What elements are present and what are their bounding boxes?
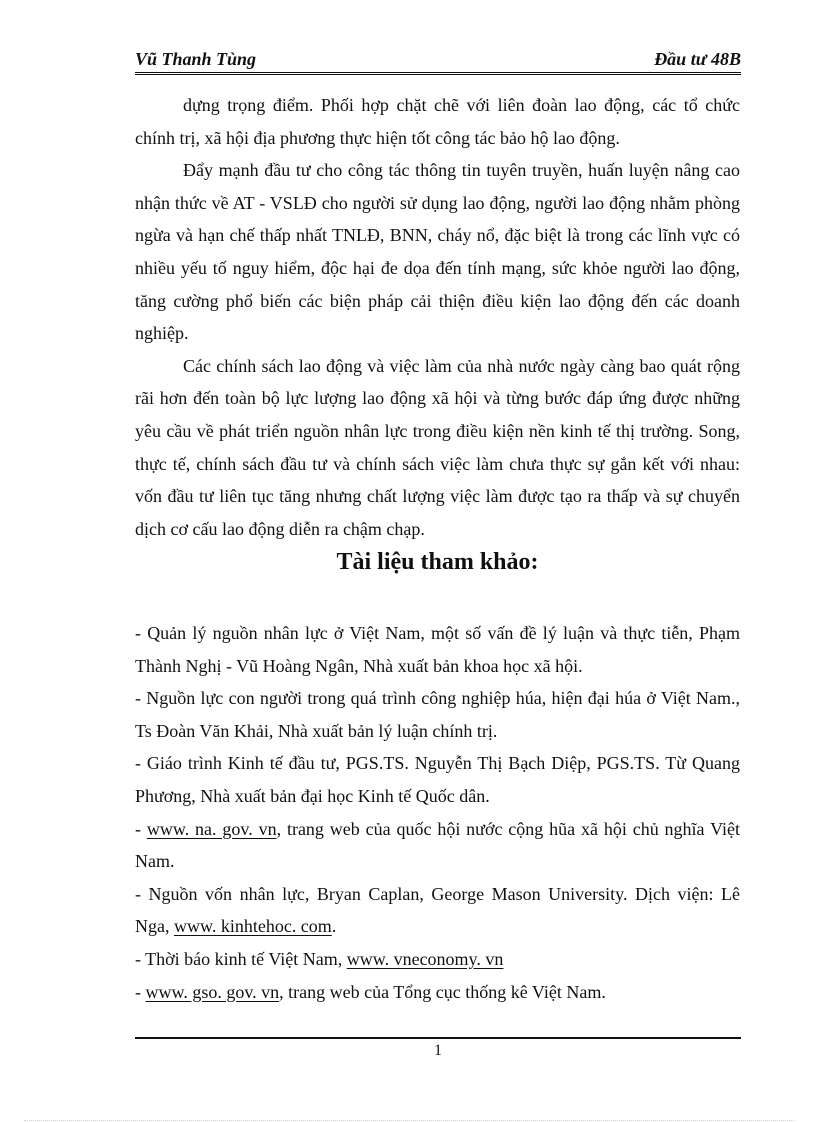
reference-item: - Quản lý nguồn nhân lực ở Việt Nam, một số vấn đề lý luận và thực tiễn, Phạm Thành Nghị - Vũ Hoàng Ngân, Nhà xuất bản khoa học xã hội. [135,623,740,676]
reference-item [135,878,740,943]
paragraph-1: dựng trọng điểm. Phối hợp chặt chẽ với liên đoàn lao động, các tổ chức chính trị, xã hội địa phương thực hiện tốt công tác bảo hộ lao động. [135,95,740,148]
reference-prefix: - [135,981,146,1002]
reference-link-vneconomy[interactable]: www. vneconomy. vn [346,948,504,969]
page-number: 1 [434,1042,442,1059]
reference-prefix: - Thời báo kinh tế Việt Nam, [135,948,347,969]
reference-suffix: . [331,916,337,937]
footer-divider [135,1037,741,1039]
reference-link-kinhtehoc[interactable]: www. kinhtehoc. com [174,916,332,937]
reference-item [135,943,740,976]
page-bottom-dotted-line [24,1120,794,1121]
header-author: Vũ Thanh Tùng [135,49,257,69]
references-list [135,617,740,1008]
reference-item [135,976,740,1009]
reference-prefix: - [135,818,147,839]
reference-prefix: - Nguồn vốn nhân lực, Bryan Caplan, George Mason University. Dịch viện: Lê Nga, [135,883,740,937]
page-header [135,48,741,75]
reference-item [135,813,740,878]
reference-link-gso[interactable]: www. gso. gov. vn [145,981,280,1002]
body-text [135,89,740,545]
reference-item: - Nguồn lực con người trong quá trình công nghiệp húa, hiện đại húa ở Việt Nam., Ts Đoàn Văn Khải, Nhà xuất bản lý luận chính trị. [135,688,740,741]
references-heading: Tài liệu tham khảo: [336,549,539,575]
reference-link-na[interactable]: www. na. gov. vn [146,818,277,839]
reference-suffix: , trang web của Tổng cục thống kê Việt Nam. [279,981,606,1002]
reference-item: - Giáo trình Kinh tế đầu tư, PGS.TS. Nguyễn Thị Bạch Diệp, PGS.TS. Từ Quang Phương, Nhà xuất bản đại học Kinh tế Quốc dân. [135,753,740,806]
paragraph-2: Đẩy mạnh đầu tư cho công tác thông tin tuyên truyền, huấn luyện nâng cao nhận thức về AT - VSLĐ cho người sử dụng lao động, người lao động nhằm phòng ngừa và hạn chế thấp nhất TNLĐ, BNN, cháy nổ, đặc biệt là trong các lĩnh vực có nhiều yếu tố nguy hiểm, độc hại đe dọa đến tính mạng, sức khỏe người lao động, tăng cường phổ biến các biện pháp cải thiện điều kiện lao động đến các doanh nghiệp. [135,160,740,344]
header-course: Đầu tư 48B [654,49,741,69]
reference-suffix: , trang web của quốc hội nước cộng hũa xã hội chủ nghĩa Việt Nam. [135,818,740,872]
paragraph-3: Các chính sách lao động và việc làm của nhà nước ngày càng bao quát rộng rãi hơn đến toàn bộ lực lượng lao động xã hội và từng bước đáp ứng được những yêu cầu về phát triển nguồn nhân lực trong điều kiện nền kinh tế thị trường. Song, thực tế, chính sách đầu tư và chính sách việc làm chưa thực sự gắn kết với nhau: vốn đầu tư liên tục tăng nhưng chất lượng việc làm được tạo ra thấp và sự chuyển dịch cơ cấu lao động diễn ra chậm chạp. [135,355,740,539]
